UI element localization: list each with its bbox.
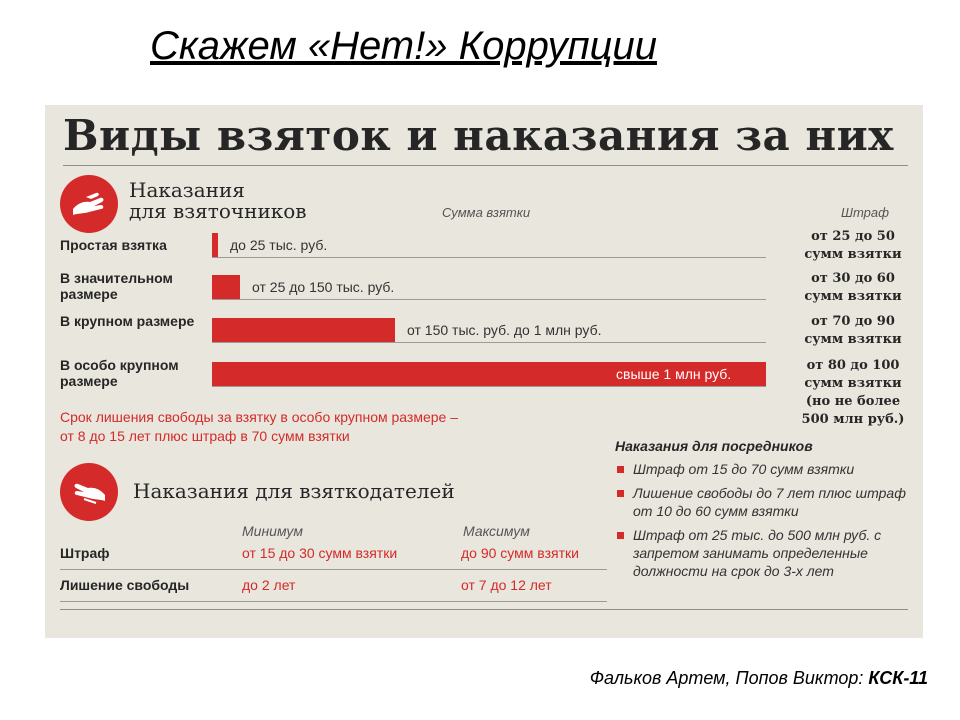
intermediaries-list xyxy=(615,460,915,586)
fine-line: от 25 до 50 xyxy=(811,229,895,244)
amount-label: до 25 тыс. руб. xyxy=(230,237,328,253)
amount-bar xyxy=(212,318,395,342)
list-item: Лишение свободы до 7 лет плюс штраф от 10 до 60 сумм взятки xyxy=(615,484,915,520)
fine-value xyxy=(793,229,913,265)
row-label: В особо крупном размере xyxy=(60,357,179,389)
author-credit xyxy=(590,668,928,689)
amount-column-header: Сумма взятки xyxy=(442,205,531,220)
amount-bar xyxy=(212,275,240,299)
fine-line: от 70 до 90 xyxy=(811,314,895,329)
max-column-header: Максимум xyxy=(463,523,530,539)
list-item: Штраф от 25 тыс. до 500 млн руб. с запретом занимать определенные должности на срок до 3-х лет xyxy=(615,526,915,580)
row-divider xyxy=(212,342,766,343)
bullet-icon xyxy=(617,466,624,473)
giver-max-value: до 90 сумм взятки xyxy=(461,545,579,561)
special-note-line1: Срок лишения свободы за взятку в особо крупном размере – xyxy=(60,409,458,425)
credit-group: КСК-11 xyxy=(868,668,928,688)
row-divider xyxy=(212,299,766,300)
hand-receiving-icon xyxy=(60,175,118,233)
giver-max-value: от 7 до 12 лет xyxy=(461,577,552,593)
fine-line: от 30 до 60 xyxy=(811,271,895,286)
takers-heading-line2: для взяточников xyxy=(129,199,307,223)
fine-line: 500 млн руб.) xyxy=(801,412,905,427)
amount-label: свыше 1 млн руб. xyxy=(616,366,732,382)
list-item: Штраф от 15 до 70 сумм взятки xyxy=(615,460,915,478)
bullet-icon xyxy=(617,490,624,497)
row-label: В крупном размере xyxy=(60,313,195,329)
givers-heading: Наказания для взяткодателей xyxy=(133,479,455,503)
hand-giving-icon xyxy=(60,463,118,521)
slide-title: Скажем «Нет!» Коррупции xyxy=(150,24,657,68)
giver-row-label: Штраф xyxy=(60,545,110,561)
fine-line: от 80 до 100 xyxy=(806,358,900,373)
panel-title: Виды взяток и наказания за них xyxy=(63,111,894,160)
row-divider xyxy=(212,386,766,387)
amount-bar xyxy=(212,233,218,257)
row-label: Простая взятка xyxy=(60,237,167,253)
takers-heading-line1: Наказания xyxy=(129,178,245,202)
row-divider xyxy=(60,569,607,570)
row-label: В значительном размере xyxy=(60,270,173,302)
amount-label: от 25 до 150 тыс. руб. xyxy=(252,279,395,295)
fine-line: сумм взятки xyxy=(804,376,902,391)
bullet-icon xyxy=(617,532,624,539)
fine-line: (но не более xyxy=(805,394,901,409)
takers-heading xyxy=(129,180,307,222)
giver-row-label: Лишение свободы xyxy=(60,577,190,593)
credit-authors: Фальков Артем, Попов Виктор: xyxy=(589,668,869,688)
special-note-line2: от 8 до 15 лет плюс штраф в 70 сумм взятки xyxy=(60,428,350,444)
row-divider xyxy=(212,257,766,258)
fine-value xyxy=(793,314,913,350)
row-divider xyxy=(60,601,607,602)
min-column-header: Минимум xyxy=(242,523,303,539)
fine-column-header: Штраф xyxy=(841,205,889,220)
special-note xyxy=(60,408,458,446)
fine-value xyxy=(793,271,913,307)
amount-label: от 150 тыс. руб. до 1 млн руб. xyxy=(407,322,602,338)
fine-line: сумм взятки xyxy=(804,332,902,347)
giver-min-value: до 2 лет xyxy=(242,577,296,593)
title-divider xyxy=(63,165,908,166)
fine-line: сумм взятки xyxy=(804,247,902,262)
infographic-panel xyxy=(45,105,923,638)
fine-line: сумм взятки xyxy=(804,289,902,304)
fine-value xyxy=(793,358,913,430)
giver-min-value: от 15 до 30 сумм взятки xyxy=(242,545,398,561)
intermediaries-title: Наказания для посредников xyxy=(615,438,813,454)
bottom-divider xyxy=(60,609,908,610)
